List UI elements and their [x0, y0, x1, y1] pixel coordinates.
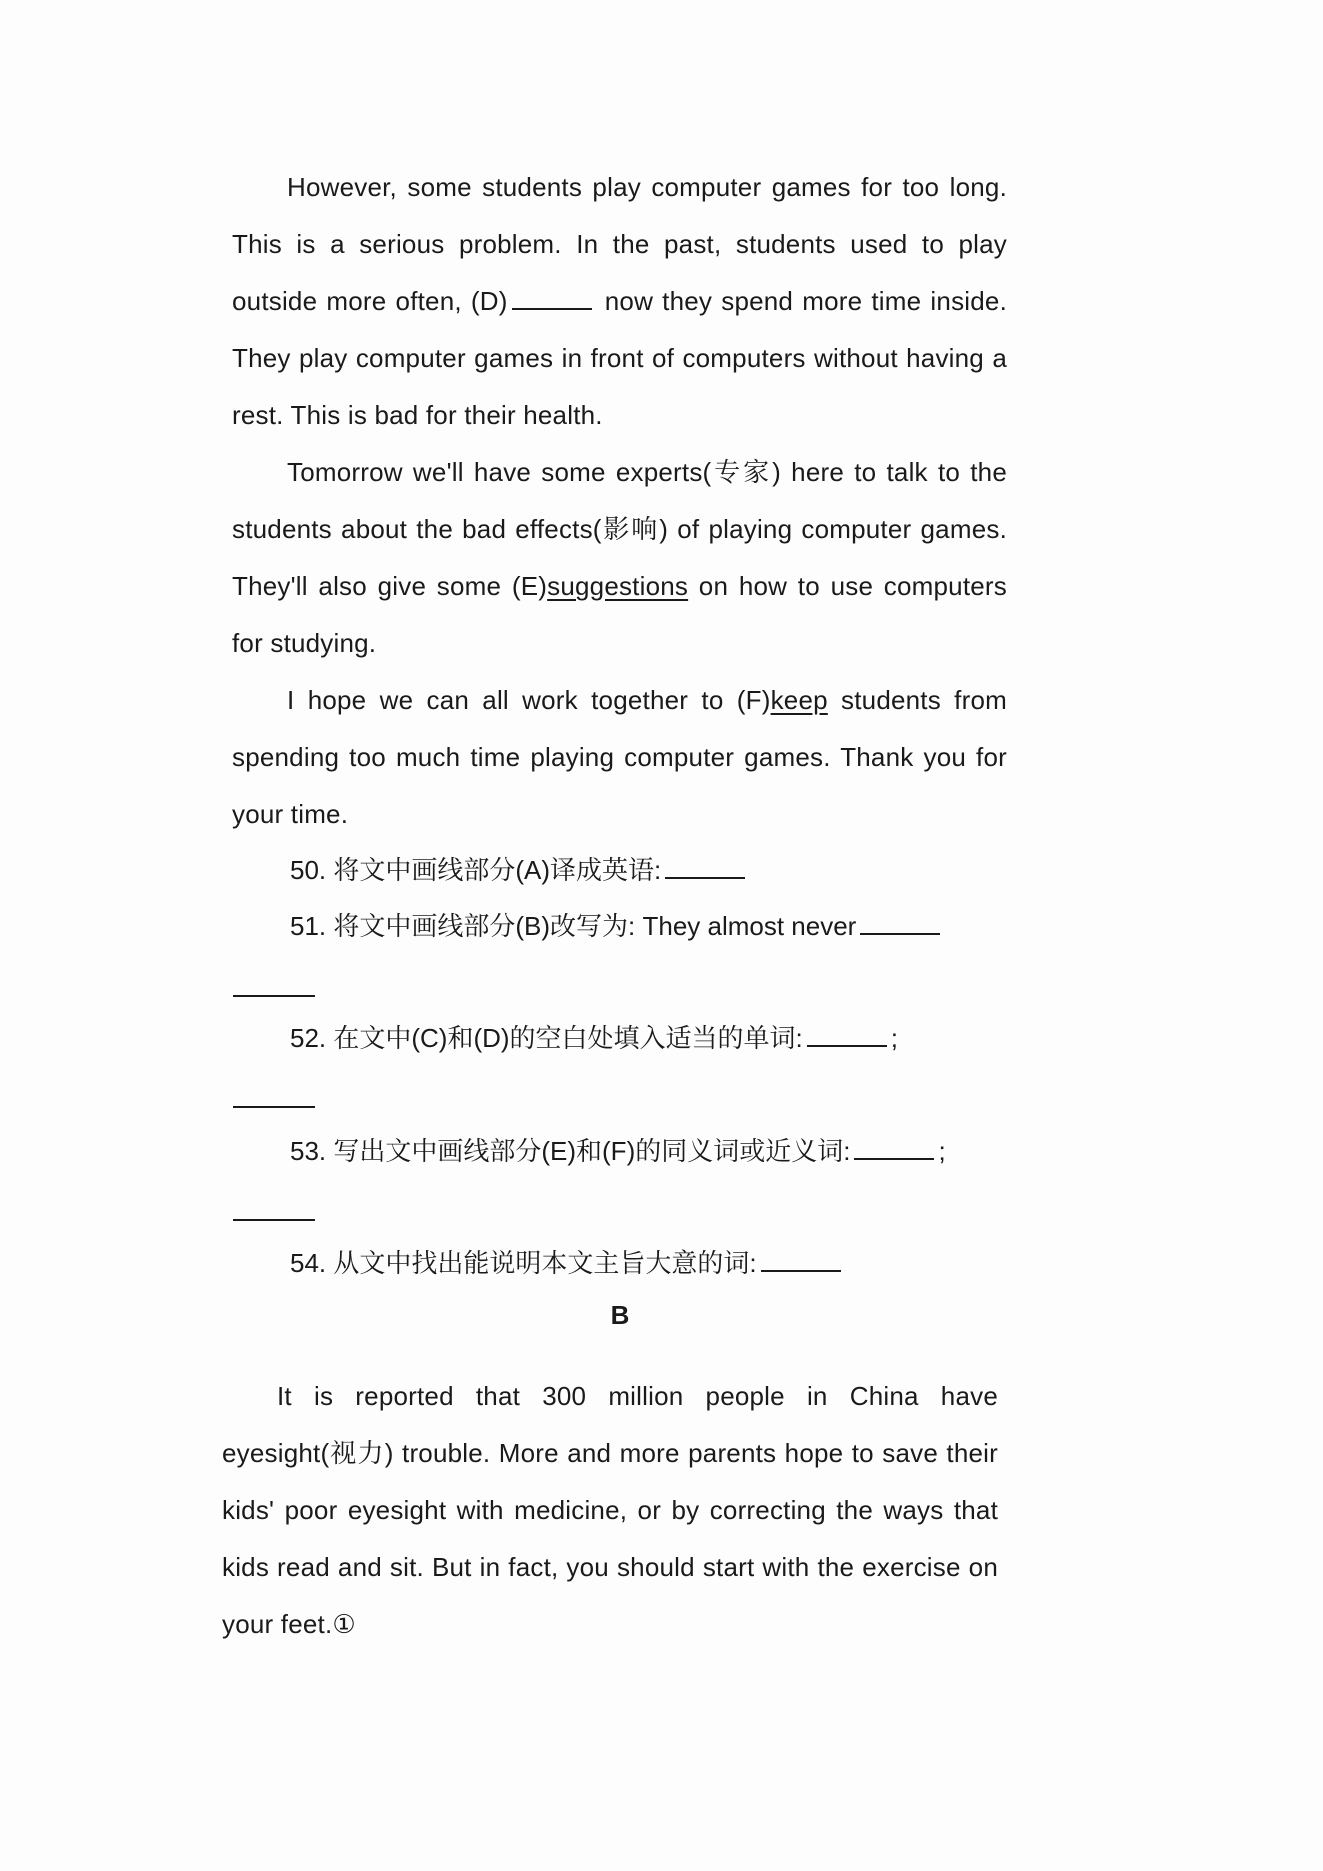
label-d: (D): [470, 286, 508, 316]
answer-blank-54[interactable]: [761, 1248, 841, 1272]
question-54: 54. 从文中找出能说明本文主旨大意的词:: [290, 1246, 845, 1280]
circled-one-marker: ①: [332, 1609, 356, 1639]
question-50: 50. 将文中画线部分(A)译成英语:: [290, 853, 749, 887]
question-53: 53. 写出文中画线部分(E)和(F)的同义词或近义词: ;: [290, 1136, 946, 1166]
paragraph-2: Tomorrow we'll have some experts(专家) here to talk to the students about the bad effects(影响) of playing computer games. They'll also give some (E)suggestions on how to use computers for studying.: [232, 457, 1007, 658]
answer-blank-52a[interactable]: [807, 1023, 887, 1047]
passage-b: [222, 1368, 998, 1653]
underlined-word-f: keep: [770, 685, 828, 715]
question-52: 52. 在文中(C)和(D)的空白处填入适当的单词: ;: [290, 1023, 899, 1053]
label-e: (E): [511, 571, 548, 601]
underlined-word-e: suggestions: [547, 571, 689, 601]
answer-blank-52b[interactable]: [233, 1105, 315, 1108]
paragraph-3: I hope we can all work together to (F)keep students from spending too much time playing computer games. Thank you for your time.: [232, 685, 1007, 829]
section-b-heading: B: [610, 1300, 630, 1330]
answer-blank-53a[interactable]: [854, 1136, 934, 1160]
passage-a: [232, 159, 1007, 843]
answer-blank-51-cont[interactable]: [233, 994, 315, 997]
answer-blank-51[interactable]: [860, 911, 940, 935]
paragraph-b1: It is reported that 300 million people in China have eyesight(视力) trouble. More and more parents hope to save their kids' poor eyesight with medicine, or by correcting the ways that kids read and sit. But in fact, you should start with the exercise on your feet.①: [222, 1381, 998, 1639]
blank-d[interactable]: [512, 286, 592, 310]
paragraph-1: However, some students play computer games for too long. This is a serious problem. In the past, students used to play outside more often, (D) now they spend more time inside. They play computer games in front of computers without having a rest. This is bad for their health.: [232, 172, 1007, 430]
label-f: (F): [736, 685, 771, 715]
question-51: 51. 将文中画线部分(B)改写为: They almost never: [290, 909, 944, 943]
answer-blank-53b[interactable]: [233, 1218, 315, 1221]
answer-blank-50[interactable]: [665, 855, 745, 879]
